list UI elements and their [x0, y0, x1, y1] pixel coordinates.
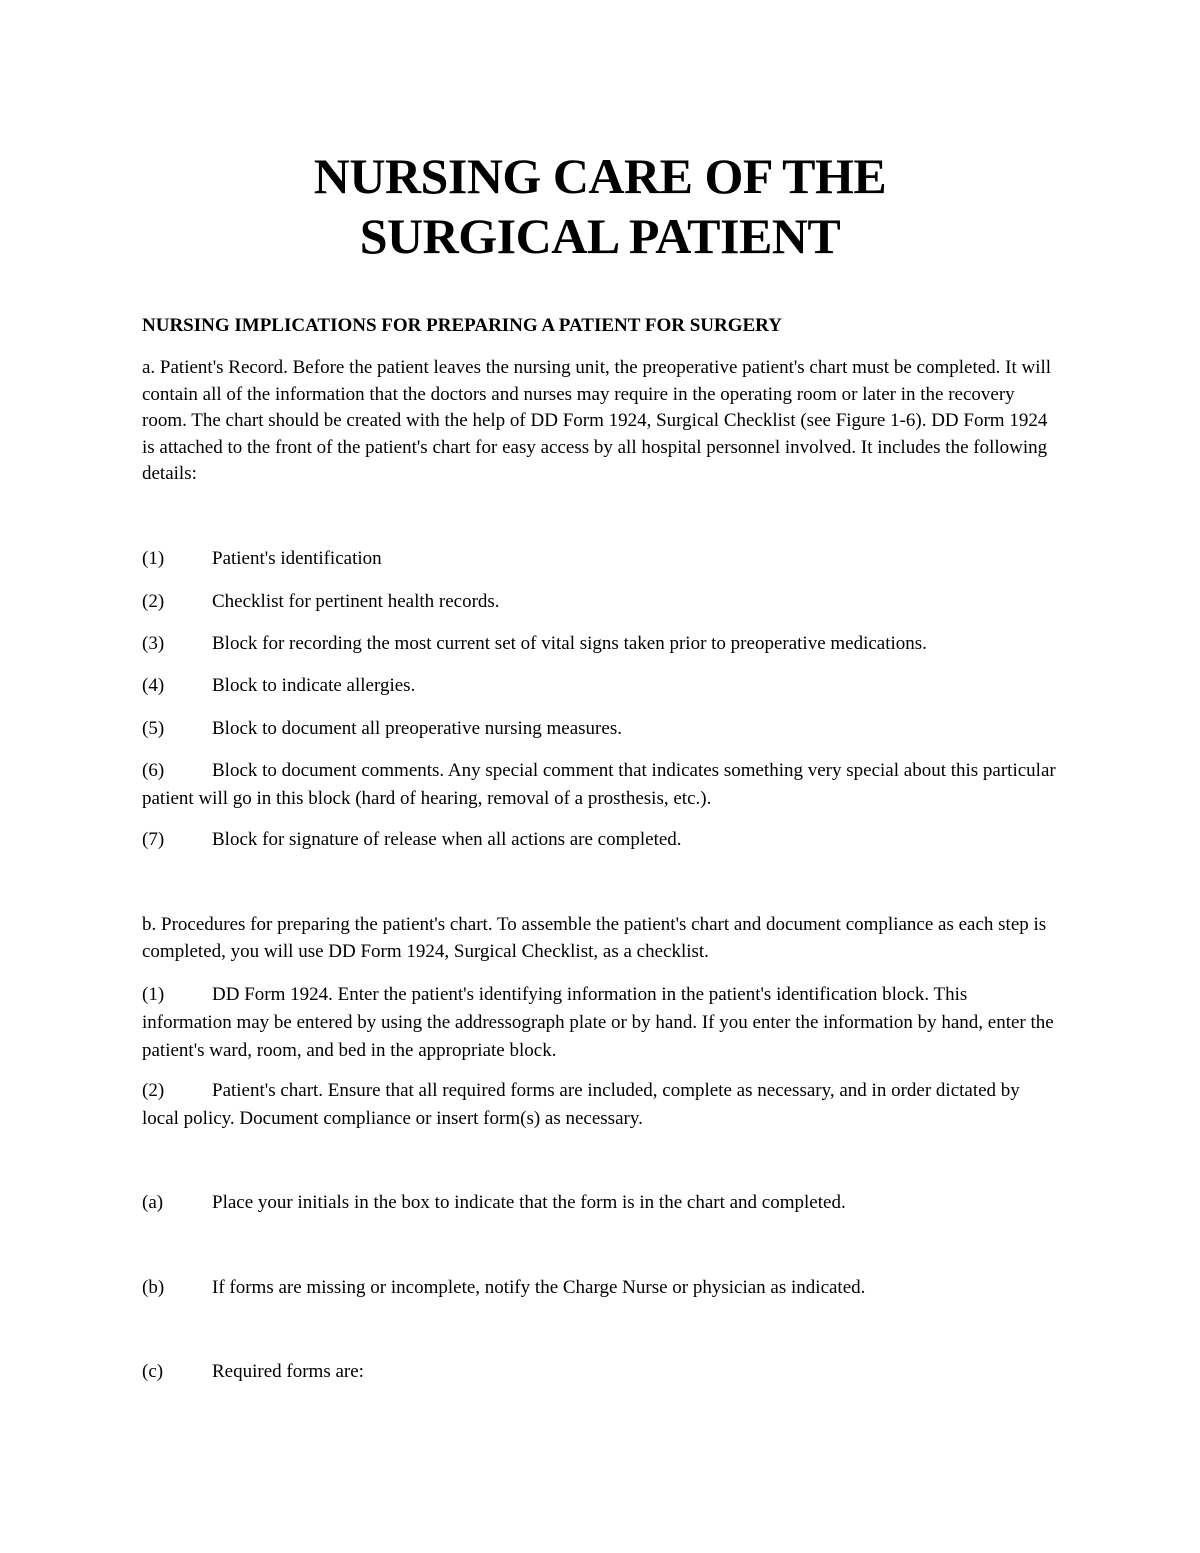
- list-item: [142, 588, 1057, 616]
- list-item-number: (6): [142, 760, 165, 781]
- title-line-2: SURGICAL PATIENT: [359, 208, 841, 264]
- list-item: [142, 757, 1057, 813]
- sub-list-item: [142, 1189, 1057, 1217]
- title-line-1: NURSING CARE OF THE: [313, 148, 887, 204]
- list-item: [142, 1077, 1057, 1133]
- sub-list-item-text: Place your initials in the box to indicate that the form is in the chart and completed.: [212, 1192, 846, 1213]
- list-item-number: (1): [142, 548, 165, 569]
- list-item-text: Block for recording the most current set of vital signs taken prior to preoperative medications.: [212, 633, 927, 654]
- section-a-paragraph: a. Patient's Record. Before the patient leaves the nursing unit, the preoperative patient's chart must be completed. It will contain all of the information that the doctors and nurses may require in the operating room or later in the recovery room. The chart should be created with the help of DD Form 1924, Surgical Checklist (see Figure 1-6). DD Form 1924 is attached to the front of the patient's chart for easy access by all hospital personnel involved. It includes the following details:: [142, 357, 1052, 484]
- list-item-text: Block to document all preoperative nursing measures.: [212, 718, 622, 739]
- sub-list-item-letter: (c): [142, 1361, 164, 1382]
- sub-list-item: [142, 1274, 1057, 1302]
- list-item-text: Patient's identification: [212, 548, 382, 569]
- list-item: [142, 715, 1057, 743]
- document-title: [0, 146, 1200, 266]
- list-item-text: Block to document comments. Any special comment that indicates something very special about this particular patient will go in this block (hard of hearing, removal of a prosthesis, etc.).: [142, 760, 1056, 809]
- list-item-number: (1): [142, 984, 165, 1005]
- list-item-number: (5): [142, 718, 165, 739]
- sub-list-item-text: If forms are missing or incomplete, notify the Charge Nurse or physician as indicated.: [212, 1277, 866, 1298]
- list-item: [142, 630, 1057, 658]
- list-item-number: (2): [142, 1080, 165, 1101]
- list-item-text: Checklist for pertinent health records.: [212, 591, 500, 612]
- list-item: [142, 672, 1057, 700]
- list-item: [142, 826, 1057, 854]
- list-item-text: DD Form 1924. Enter the patient's identifying information in the patient's identification block. This information may be entered by using the addressograph plate or by hand. If you enter the information by hand, enter the patient's ward, room, and bed in the appropriate block.: [142, 984, 1054, 1061]
- list-item-number: (2): [142, 591, 165, 612]
- sub-list-item-letter: (b): [142, 1277, 165, 1298]
- list-item-number: (4): [142, 675, 165, 696]
- sub-list-item-text: Required forms are:: [212, 1361, 364, 1382]
- section-b-paragraph: b. Procedures for preparing the patient's chart. To assemble the patient's chart and document compliance as each step is completed, you will use DD Form 1924, Surgical Checklist, as a checklist.: [142, 914, 1047, 962]
- list-item: [142, 545, 1057, 573]
- sub-list-item-letter: (a): [142, 1192, 164, 1213]
- section-heading: NURSING IMPLICATIONS FOR PREPARING A PATIENT FOR SURGERY: [142, 315, 782, 336]
- list-item-text: Block for signature of release when all actions are completed.: [212, 829, 682, 850]
- sub-list-item: [142, 1358, 1057, 1386]
- list-item-number: (3): [142, 633, 165, 654]
- list-item-text: Patient's chart. Ensure that all required forms are included, complete as necessary, and in order dictated by local policy. Document compliance or insert form(s) as necessary.: [142, 1080, 1020, 1129]
- list-item-number: (7): [142, 829, 165, 850]
- list-item: [142, 981, 1057, 1065]
- list-item-text: Block to indicate allergies.: [212, 675, 416, 696]
